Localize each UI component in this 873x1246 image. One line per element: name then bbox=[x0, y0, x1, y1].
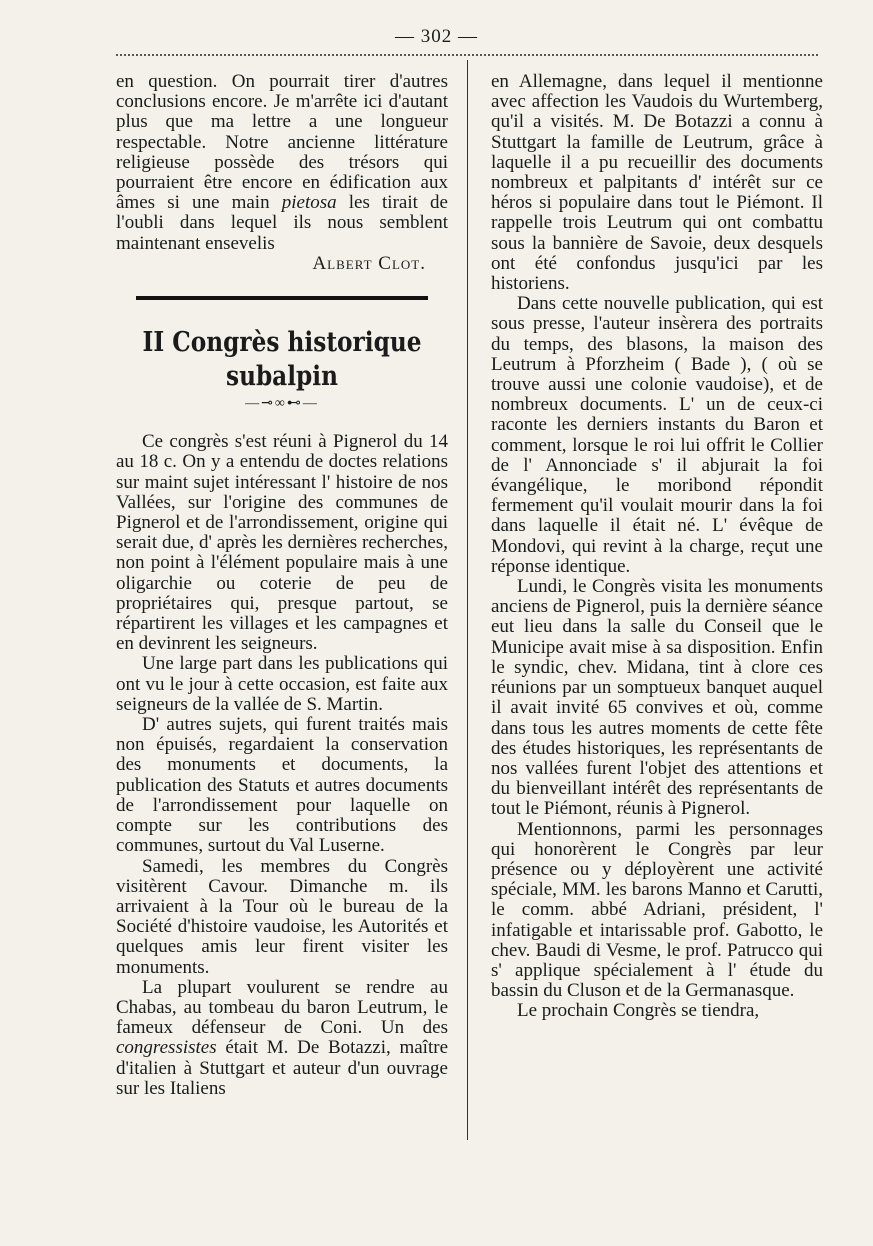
article-paragraph: Dans cette nouvelle publication, qui est sous presse, l'auteur insèrera des portraits du temps, des blasons, la maison des Leutrum à Pforzheim ( Bade ), ( où se trouve aussi une colonie vaudoise), et de nombreux documents. L' un de ceux-ci raconte les derniers instants du Baron et comment, lorsque le roi lui offrit le Collier de l' Annonciade s' il abjurait la foi évangélique, le moribond répondit fermement qu'il voulait mourir dans la foi dans laquelle il était né. L' évêque de Mondovi, qui revint à la charge, reçut une réponse identique. bbox=[491, 293, 823, 577]
title-ornament: —⊸∞⊷— bbox=[245, 396, 319, 412]
left-column bbox=[116, 72, 448, 1099]
article-paragraph: Une large part dans les publications qui ont vu le jour à cette occasion, est faite aux seigneurs de la vallée de S. Martin. bbox=[116, 653, 448, 715]
section-rule bbox=[136, 296, 428, 300]
column-divider bbox=[467, 60, 468, 1140]
article-paragraph: Samedi, les membres du Congrès visitèrent Cavour. Dimanche m. ils arrivaient à la Tour où le bureau de la Société d'histoire vaudoise, les Autorités et quelques amis leur firent visiter les monuments. bbox=[116, 855, 448, 978]
intro-paragraph: en question. On pourrait tirer d'autres conclusions encore. Je m'arrête ici d'autant plus que ma lettre a une longueur respectable. Notre ancienne littérature religieuse possède des trésors qui pourraient être encore en édification aux âmes si une main pietosa les tirait de l'oubli dans lequel ils nous semblent maintenant ensevelis bbox=[116, 71, 448, 254]
section-title: II Congrès historique subalpin bbox=[142, 327, 422, 393]
right-column bbox=[491, 72, 823, 1022]
author-signature: Albert Clot. bbox=[312, 252, 426, 274]
header-rule bbox=[116, 54, 818, 56]
article-paragraph: Le prochain Congrès se tiendra, bbox=[517, 1000, 760, 1022]
article-paragraph: en Allemagne, dans lequel il mentionne avec affection les Vaudois du Wurtemberg, qu'il a visités. M. De Botazzi a connu à Stuttgart la famille de Leutrum, grâce à laquelle il a pu recueillir des documents nombreux et palpitants d' intérêt sur ce héros si populaire dans tout le Piémont. Il rappelle trois Leutrum qui ont combattu sous la bannière de Savoie, deux desquels ont été confondus jusqu'ici par les historiens. bbox=[491, 71, 823, 295]
article-paragraph: Ce congrès s'est réuni à Pignerol du 14 au 18 c. On y a entendu de doctes relations sur maint sujet intéressant l' histoire de nos Vallées, sur l'origine des communes de Pignerol et de l'arrondissement, origine qui serait due, d' après les dernières recherches, non point à l'élément populaire mais à une oligarchie ou coterie de peu de propriétaires qui, presque partout, se répartirent les villages et les campagnes et en devinrent les seigneurs. bbox=[116, 431, 448, 655]
article-paragraph: Mentionnons, parmi les personnages qui honorèrent le Congrès par leur présence ou y déployèrent une activité spéciale, MM. les barons Manno et Carutti, le comm. abbé Adriani, président, l' infatigable et intarissable prof. Gabotto, le chev. Baudi di Vesme, le prof. Patrucco qui s' applique spécialement à l' étude du bassin du Cluson et de la Germanasque. bbox=[491, 818, 823, 1002]
article-paragraph: Lundi, le Congrès visita les monuments anciens de Pignerol, puis la dernière séance eut lieu dans la salle du Conseil que le Municipe avait mise à sa disposition. Enfin le syndic, chev. Midana, tint à clore ces réunions par un somptueux banquet auquel il avait invité 65 convives et où, comme dans tous les autres moments de cette fête des études historiques, les représentants de nos vallées furent l'objet des attentions et du bienveillant intérêt des représentants de tout le Piémont, réunis à Pignerol. bbox=[491, 576, 823, 820]
article-paragraph: D' autres sujets, qui furent traités mais non épuisés, regardaient la conservation des monuments et documents, la publication des Statuts et autres documents de l'arrondissement pour laquelle on compte sur les contributions des communes, surtout du Val Luserne. bbox=[116, 714, 448, 857]
page-number: — 302 — bbox=[395, 26, 478, 47]
article-paragraph: La plupart voulurent se rendre au Chabas, au tombeau du baron Leutrum, le fameux défenseur de Coni. Un des congressistes était M. De Botazzi, maître d'italien à Stuttgart et auteur d'un ouvrage sur les Italiens bbox=[116, 976, 448, 1099]
